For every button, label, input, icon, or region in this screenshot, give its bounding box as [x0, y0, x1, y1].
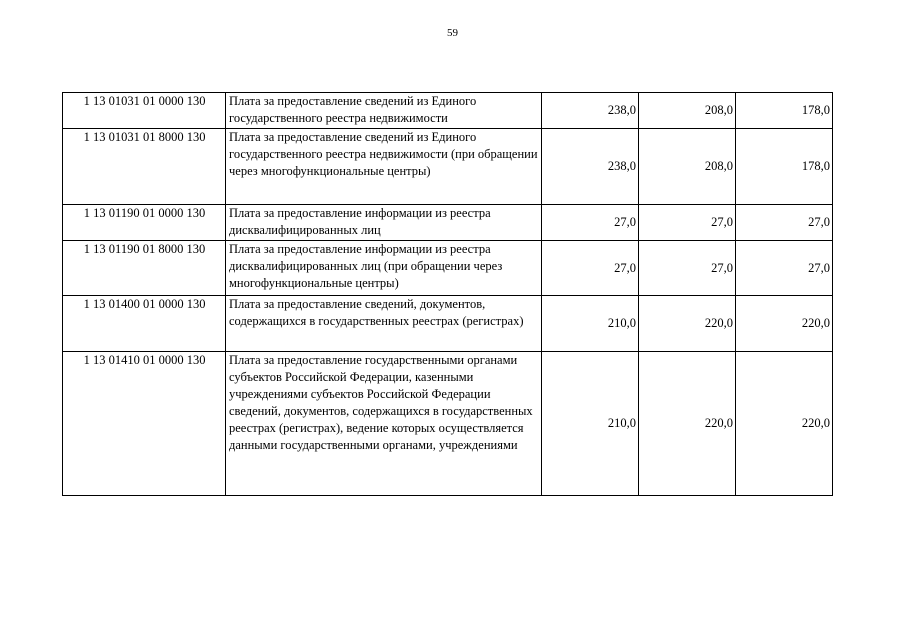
value-year-1-cell: 27,0: [542, 205, 639, 241]
revenue-name-cell: Плата за предоставление государственными органами субъектов Российской Федерации, казенными учреждениями субъектов Российской Федерации сведений, документов, содержащихся в государственных реестрах (регистрах), ведение которых осуществляется данными государственными органами, учреждениями: [226, 352, 542, 496]
table-row: [63, 129, 833, 205]
value-year-1-cell: 238,0: [542, 129, 639, 205]
revenue-table: [62, 92, 833, 496]
revenue-name-cell: Плата за предоставление сведений из Единого государственного реестра недвижимости (при обращении через многофункциональные центры): [226, 129, 542, 205]
value-year-1-cell: 27,0: [542, 241, 639, 296]
revenue-code-cell: 1 13 01031 01 8000 130: [63, 129, 226, 205]
value-year-1-cell: 210,0: [542, 352, 639, 496]
table-row: [63, 205, 833, 241]
revenue-code-cell: 1 13 01031 01 0000 130: [63, 93, 226, 129]
value-year-3-cell: 27,0: [736, 241, 833, 296]
revenue-name-cell: Плата за предоставление сведений, документов, содержащихся в государственных реестрах (регистрах): [226, 296, 542, 352]
table-row: [63, 241, 833, 296]
revenue-code-cell: 1 13 01400 01 0000 130: [63, 296, 226, 352]
revenue-code-cell: 1 13 01410 01 0000 130: [63, 352, 226, 496]
revenue-code-cell: 1 13 01190 01 8000 130: [63, 241, 226, 296]
value-year-3-cell: 178,0: [736, 129, 833, 205]
value-year-2-cell: 208,0: [639, 93, 736, 129]
value-year-2-cell: 208,0: [639, 129, 736, 205]
revenue-code-cell: 1 13 01190 01 0000 130: [63, 205, 226, 241]
revenue-name-cell: Плата за предоставление информации из реестра дисквалифицированных лиц (при обращении через многофункциональные центры): [226, 241, 542, 296]
value-year-3-cell: 220,0: [736, 296, 833, 352]
value-year-3-cell: 178,0: [736, 93, 833, 129]
value-year-2-cell: 220,0: [639, 296, 736, 352]
table-row: [63, 93, 833, 129]
revenue-name-cell: Плата за предоставление информации из реестра дисквалифицированных лиц: [226, 205, 542, 241]
value-year-3-cell: 220,0: [736, 352, 833, 496]
table-row: [63, 352, 833, 496]
value-year-2-cell: 27,0: [639, 241, 736, 296]
revenue-name-cell: Плата за предоставление сведений из Единого государственного реестра недвижимости: [226, 93, 542, 129]
value-year-2-cell: 27,0: [639, 205, 736, 241]
value-year-3-cell: 27,0: [736, 205, 833, 241]
table-row: [63, 296, 833, 352]
value-year-1-cell: 238,0: [542, 93, 639, 129]
value-year-1-cell: 210,0: [542, 296, 639, 352]
value-year-2-cell: 220,0: [639, 352, 736, 496]
page-number: 59: [447, 27, 458, 39]
